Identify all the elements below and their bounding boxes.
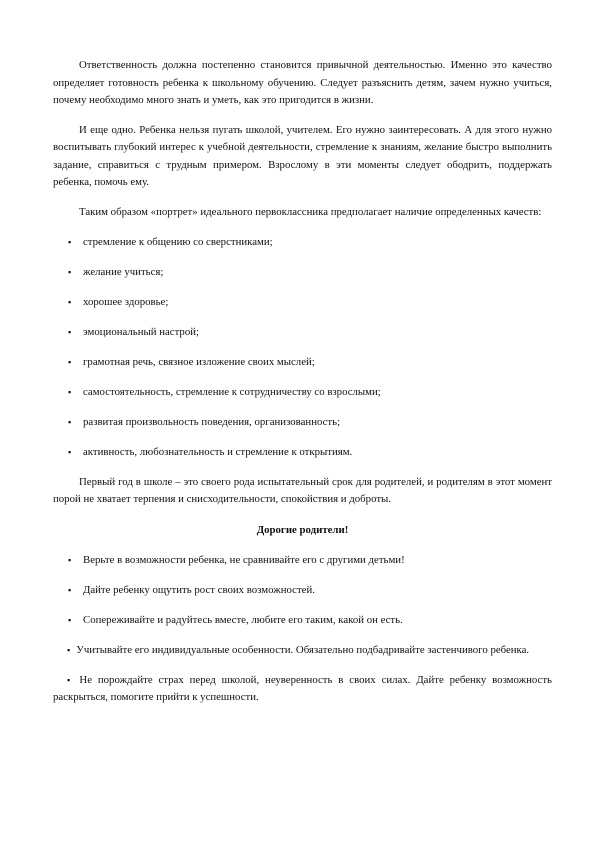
list-item: ▪ самостоятельность, стремление к сотрудничеству со взрослыми; [53, 384, 552, 402]
paragraph-portrait: Таким образом «портрет» идеального первоклассника предполагает наличие определенных качеств: [79, 205, 542, 218]
list-item: ▪ активность, любознательность и стремление к открытиям. [53, 444, 552, 462]
list-item: ▪ грамотная речь, связное изложение своих мыслей; [53, 354, 552, 372]
list-item: ▪ хорошее здоровье; [53, 294, 552, 312]
list-item: ▪ Дайте ребенку ощутить рост своих возможностей. [53, 582, 552, 600]
bullet-icon: ▪ [68, 386, 72, 397]
list-item: ▪ Учитывайте его индивидуальные особенности. Обязательно подбадривайте застенчивого ребенка. [67, 643, 530, 656]
bullet-icon: ▪ [68, 356, 72, 367]
bullet-icon: ▪ [68, 236, 72, 247]
list-item: ▪ Сопереживайте и радуйтесь вместе, любите его таким, какой он есть. [53, 612, 552, 630]
paragraph-responsibility: Ответственность должна постепенно становится привычной деятельностью. Именно это качество определяет готовность ребенка к школьному обучению. Следует разъяснить детям, зачем нужно учиться, почему необходимо много знать и уметь, как это пригодится в жизни. [53, 59, 552, 106]
paragraph-first-year: Первый год в школе – это своего рода испытательный срок для родителей, и родителям в этот момент порой не хватает терпения и снисходительности, спокойствия и доброты. [53, 475, 552, 505]
bullet-icon: ▪ [68, 446, 72, 457]
bullet-icon: ▪ [68, 266, 72, 277]
bullet-icon: ▪ [68, 326, 72, 337]
list-item: ▪ стремление к общению со сверстниками; [53, 234, 552, 252]
bullet-icon: ▪ [68, 416, 72, 427]
list-item: ▪ Не порождайте страх перед школой, неуверенность в своих силах. Дайте ребенку возможность раскрыться, помогите прийти к успешности. [53, 673, 552, 703]
bullet-icon: ▪ [67, 674, 74, 685]
bullet-icon: ▪ [67, 644, 71, 655]
bullet-icon: ▪ [68, 296, 72, 307]
paragraph-interest: И еще одно. Ребенка нельзя пугать школой, учителем. Его нужно заинтересовать. А для этого нужно воспитывать глубокий интерес к учебной деятельности, стремление к знаниям, желание быстро выполнить задание, справиться с трудным примером. Взрослому в эти моменты следует ободрить, поддержать ребенка, помочь ему. [53, 123, 552, 188]
list-item: ▪ желание учиться; [53, 264, 552, 282]
qualities-list [53, 234, 552, 462]
document-page [53, 57, 552, 707]
bullet-icon: ▪ [68, 584, 72, 595]
bullet-icon: ▪ [68, 614, 72, 625]
section-heading: Дорогие родители! [256, 523, 349, 536]
list-item: ▪ развитая произвольность поведения, организованность; [53, 414, 552, 432]
list-item: ▪ эмоциональный настрой; [53, 324, 552, 342]
advice-list [53, 552, 552, 707]
bullet-icon: ▪ [68, 554, 72, 565]
list-item: ▪ Верьте в возможности ребенка, не сравнивайте его с другими детьми! [53, 552, 552, 570]
